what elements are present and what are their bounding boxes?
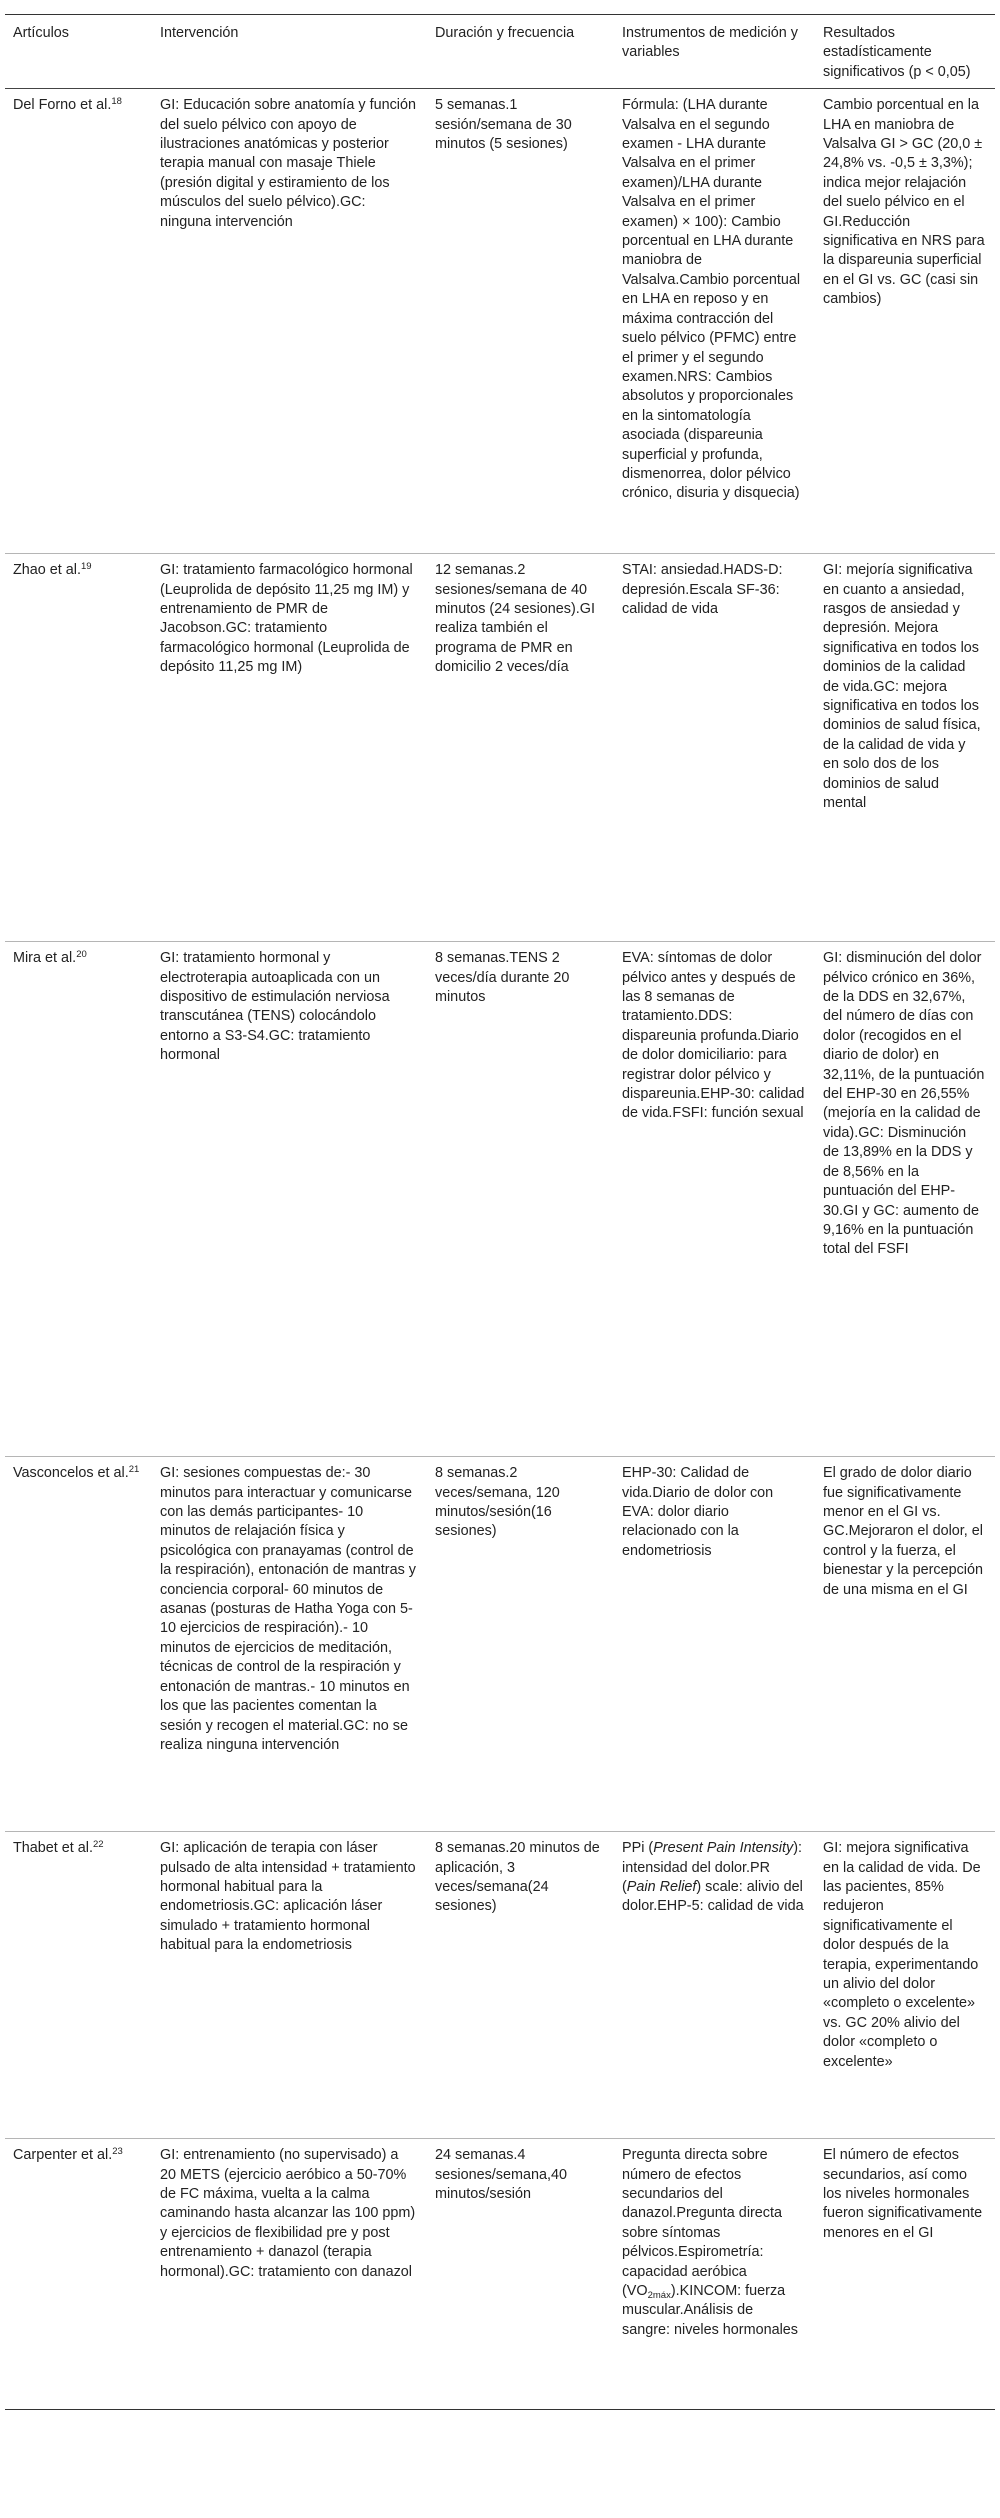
studies-table xyxy=(5,14,995,2410)
duration-cell: 24 semanas.4 sesiones/semana,40 minutos/sesión xyxy=(427,2139,614,2410)
table-header-row xyxy=(5,15,995,89)
article-cell xyxy=(5,1832,152,2139)
intervention-cell: GI: Educación sobre anatomía y función del suelo pélvico con apoyo de ilustraciones anatómicas y posterior terapia manual con masaje Thiele (presión digital y estiramiento de los músculos del suelo pélvico).GC: ninguna intervención xyxy=(152,89,427,554)
results-cell: Cambio porcentual en la LHA en maniobra de Valsalva GI > GC (20,0 ± 24,8% vs. -0,5 ± 3,3%); indica mejor relajación del suelo pélvico en el GI.Reducción significativa en NRS para la dispareunia superficial en el GI vs. GC (casi sin cambios) xyxy=(815,89,995,554)
instruments-italic-pr: Pain Relief xyxy=(626,1879,697,1896)
intervention-cell: GI: entrenamiento (no supervisado) a 20 METS (ejercicio aeróbico a 50-70% de FC máxima, vuelta a la calma caminando hasta alcanzar las 100 ppm) y ejercicios de flexibilidad pre y post entrenamiento + danazol (terapia hormonal).GC: tratamiento con danazol xyxy=(152,2139,427,2410)
table-row xyxy=(5,1457,995,1832)
instruments-subscript: 2máx xyxy=(647,2290,671,2302)
header-duration: Duración y frecuencia xyxy=(427,15,614,89)
instruments-text: ) scale: alivio del dolor.EHP-5: calidad de vida xyxy=(622,1879,804,1915)
instruments-cell xyxy=(614,2139,815,2410)
instruments-cell: STAI: ansiedad.HADS-D: depresión.Escala SF-36: calidad de vida xyxy=(614,554,815,942)
header-intervention: Intervención xyxy=(152,15,427,89)
instruments-cell: EVA: síntomas de dolor pélvico antes y después de las 8 semanas de tratamiento.DDS: dispareunia profunda.Diario de dolor domiciliario: para registrar dolor pélvico y dispareunia.EHP-30: calidad de vida.FSFI: función sexual xyxy=(614,942,815,1457)
header-instruments: Instrumentos de medición y variables xyxy=(614,15,815,89)
article-cell xyxy=(5,1457,152,1832)
table-row xyxy=(5,1832,995,2139)
article-author: Zhao et al. xyxy=(13,562,81,579)
article-ref: 22 xyxy=(93,1839,104,1851)
table-row xyxy=(5,554,995,942)
duration-cell: 12 semanas.2 sesiones/semana de 40 minutos (24 sesiones).GI realiza también el programa de PMR en domicilio 2 veces/día xyxy=(427,554,614,942)
article-cell xyxy=(5,942,152,1457)
instruments-cell xyxy=(614,1832,815,2139)
intervention-cell: GI: sesiones compuestas de:- 30 minutos para interactuar y comunicarse con las demás participantes- 10 minutos de relajación física y psicológica con pranayamas (control de la respiración), entonación de mantras y conciencia corporal- 60 minutos de asanas (posturas de Hatha Yoga con 5-10 ejercicios de respiración).- 10 minutos de ejercicios de meditación, técnicas de control de la respiración y entonación de mantras.- 10 minutos en los que las pacientes comentan la sesión y recogen el material.GC: no se realiza ninguna intervención xyxy=(152,1457,427,1832)
instruments-cell: Fórmula: (LHA durante Valsalva en el segundo examen - LHA durante Valsalva en el primer examen)/LHA durante Valsalva en el primer examen) × 100): Cambio porcentual en LHA durante maniobra de Valsalva.Cambio porcentual en LHA en reposo y en máxima contracción del suelo pélvico (PFMC) entre el primer y el segundo examen.NRS: Cambios absolutos y proporcionales en la sintomatología asociada (dispareunia superficial y profunda, dismenorrea, dolor pélvico crónico, disuria y disquecia) xyxy=(614,89,815,554)
intervention-cell: GI: aplicación de terapia con láser pulsado de alta intensidad + tratamiento hormonal habitual para la endometriosis.GC: aplicación láser simulado + tratamiento hormonal habitual para la endometriosis xyxy=(152,1832,427,2139)
header-articles: Artículos xyxy=(5,15,152,89)
instruments-text: PPi ( xyxy=(622,1840,654,1857)
duration-cell: 8 semanas.TENS 2 veces/día durante 20 minutos xyxy=(427,942,614,1457)
instruments-text: ).KINCOM: fuerza muscular.Análisis de sangre: niveles hormonales xyxy=(622,2283,798,2338)
article-ref: 19 xyxy=(81,561,92,573)
table-row xyxy=(5,942,995,1457)
duration-cell: 5 semanas.1 sesión/semana de 30 minutos (5 sesiones) xyxy=(427,89,614,554)
instruments-cell: EHP-30: Calidad de vida.Diario de dolor con EVA: dolor diario relacionado con la endometriosis xyxy=(614,1457,815,1832)
results-cell: El grado de dolor diario fue significativamente menor en el GI vs. GC.Mejoraron el dolor, el control y la fuerza, el bienestar y la percepción de una misma en el GI xyxy=(815,1457,995,1832)
article-author: Mira et al. xyxy=(13,950,77,967)
article-ref: 23 xyxy=(112,2146,123,2158)
article-cell xyxy=(5,2139,152,2410)
intervention-cell: GI: tratamiento hormonal y electroterapia autoaplicada con un dispositivo de estimulación nerviosa transcutánea (TENS) colocándolo entorno a S3-S4.GC: tratamiento hormonal xyxy=(152,942,427,1457)
article-author: Thabet et al. xyxy=(13,1840,93,1857)
instruments-text: ): intensidad del dolor.PR ( xyxy=(622,1840,802,1896)
article-author: Vasconcelos et al. xyxy=(13,1465,129,1482)
article-cell xyxy=(5,554,152,942)
article-ref: 18 xyxy=(111,96,122,108)
results-cell: GI: disminución del dolor pélvico crónico en 36%, de la DDS en 32,67%, del número de días con dolor (recogidos en el diario de dolor) en 32,11%, de la puntuación del EHP-30 en 26,55% (mejoría en la calidad de vida).GC: Disminución de 13,89% en la DDS y de 8,56% en la puntuación del EHP-30.GI y GC: aumento de 9,16% en la puntuación total del FSFI xyxy=(815,942,995,1457)
article-ref: 21 xyxy=(128,1464,140,1476)
article-cell xyxy=(5,89,152,554)
header-results: Resultados estadísticamente significativos (p < 0,05) xyxy=(815,15,995,89)
table-row xyxy=(5,89,995,554)
results-cell: El número de efectos secundarios, así como los niveles hormonales fueron significativamente menores en el GI xyxy=(815,2139,995,2410)
duration-cell: 8 semanas.2 veces/semana, 120 minutos/sesión(16 sesiones) xyxy=(427,1457,614,1832)
table-row xyxy=(5,2139,995,2410)
instruments-text: Pregunta directa sobre número de efectos secundarios del danazol.Pregunta directa sobre síntomas pélvicos.Espirometría: capacidad aeróbica (VO xyxy=(622,2147,783,2300)
duration-cell: 8 semanas.20 minutos de aplicación, 3 veces/semana(24 sesiones) xyxy=(427,1832,614,2139)
results-cell: GI: mejoría significativa en cuanto a ansiedad, rasgos de ansiedad y depresión. Mejora significativa en todos los dominios de la calidad de vida.GC: mejora significativa en todos los dominios de salud física, de la calidad de vida y en solo dos de los dominios de salud mental xyxy=(815,554,995,942)
table-container xyxy=(5,14,995,2410)
instruments-italic-ppi: Present Pain Intensity xyxy=(653,1840,794,1857)
intervention-cell: GI: tratamiento farmacológico hormonal (Leuprolida de depósito 11,25 mg IM) y entrenamiento de PMR de Jacobson.GC: tratamiento farmacológico hormonal (Leuprolida de depósito 11,25 mg IM) xyxy=(152,554,427,942)
results-cell: GI: mejora significativa en la calidad de vida. De las pacientes, 85% redujeron significativamente el dolor después de la terapia, experimentando un alivio del dolor «completo o excelente» vs. GC 20% alivio del dolor «completo o excelente» xyxy=(815,1832,995,2139)
article-author: Del Forno et al. xyxy=(13,97,112,114)
article-ref: 20 xyxy=(76,949,87,961)
article-author: Carpenter et al. xyxy=(13,2147,113,2164)
